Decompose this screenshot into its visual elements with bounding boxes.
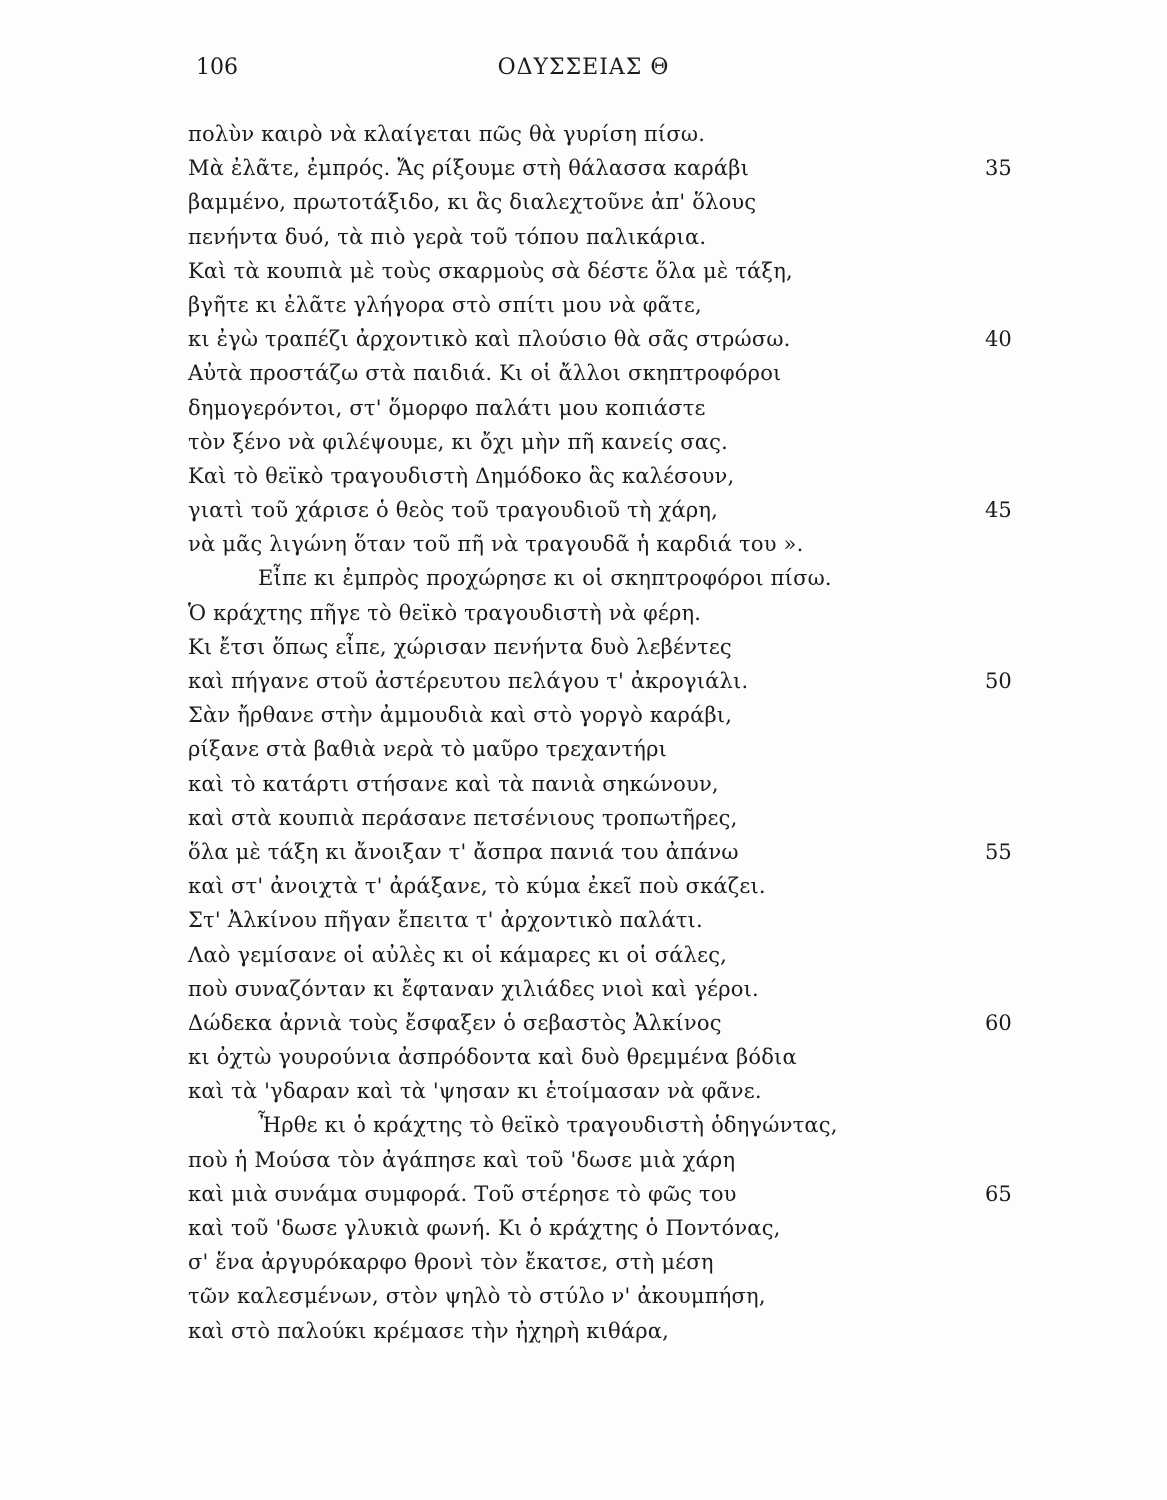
verse-line	[0, 356, 1167, 390]
verse-line	[0, 972, 1167, 1006]
line-number: 50	[985, 669, 1012, 693]
verse-text: βαμμένο, πρωτοτάξιδο, κι ἃς διαλεχτοῦνε ἀπ' ὅλους	[188, 190, 757, 215]
verse-text: Δώδεκα ἀρνιὰ τοὺς ἔσφαξεν ὁ σεβαστὸς Ἀλκίνος	[188, 1010, 722, 1035]
verse-text: καὶ τοῦ 'δωσε γλυκιὰ φωνή. Κι ὁ κράχτης ὁ Ποντόνας,	[188, 1216, 781, 1240]
verse-line	[0, 664, 1167, 698]
verse-text: καὶ μιὰ συνάμα συμφορά. Τοῦ στέρησε τὸ φῶς του	[188, 1181, 737, 1206]
page-number: 106	[196, 55, 238, 80]
verse-text: Λαὸ γεμίσανε οἱ αὐλὲς κι οἱ κάμαρες κι οἱ σάλες,	[188, 942, 728, 967]
running-title: ΟΔΥΣΣΕΙΑΣ Θ	[497, 55, 670, 80]
verse-text: τῶν καλεσμένων, στὸν ψηλὸ τὸ στύλο ν' ἀκουμπήση,	[188, 1284, 766, 1309]
verse-text: δημογερόντοι, στ' ὅμορφο παλάτι μου κοπιάστε	[188, 395, 706, 420]
verse-line	[0, 254, 1167, 288]
verse-text: κι ὀχτὼ γουρούνια ἀσπρόδοντα καὶ δυὸ θρεμμένα βόδια	[188, 1045, 797, 1070]
verse-text: Αὐτὰ προστάζω στὰ παιδιά. Κι οἱ ἄλλοι σκηπτροφόροι	[188, 361, 782, 386]
verse-line	[0, 801, 1167, 835]
page-header	[0, 55, 1167, 89]
verse-line	[0, 1211, 1167, 1245]
verse-text: καὶ στ' ἀνοιχτὰ τ' ἀράξανε, τὸ κύμα ἐκεῖ ποὺ σκάζει.	[188, 874, 766, 899]
verse-line	[0, 425, 1167, 459]
verse-line	[0, 1006, 1167, 1040]
verse-text: καὶ πήγανε στοῦ ἀστέρευτου πελάγου τ' ἀκρογιάλι.	[188, 669, 749, 693]
verse-text: ποὺ συναζόνταν κι ἔφταναν χιλιάδες νιοὶ καὶ γέροι.	[188, 976, 759, 1001]
verse-text: καὶ τὸ κατάρτι στήσανε καὶ τὰ πανιὰ σηκώνουν,	[188, 771, 719, 796]
verse-line	[0, 220, 1167, 254]
verse-text: καὶ τὰ 'γδαραν καὶ τὰ 'ψησαν κι ἑτοίμασαν νὰ φᾶνε.	[188, 1079, 762, 1104]
verse-text: γιατὶ τοῦ χάρισε ὁ θεὸς τοῦ τραγουδιοῦ τὴ χάρη,	[188, 498, 719, 523]
verse-line	[0, 391, 1167, 425]
verse-line	[0, 185, 1167, 219]
verse-text: κι ἐγὼ τραπέζι ἀρχοντικὸ καὶ πλούσιο θὰ σᾶς στρώσω.	[188, 327, 791, 352]
verse-line	[0, 459, 1167, 493]
verse-line	[0, 1177, 1167, 1211]
verse-text: Εἶπε κι ἐμπρὸς προχώρησε κι οἱ σκηπτροφόροι πίσω.	[258, 566, 832, 591]
verse-line	[0, 903, 1167, 937]
line-number: 45	[985, 498, 1012, 523]
verse-text: βγῆτε κι ἐλᾶτε γλήγορα στὸ σπίτι μου νὰ φᾶτε,	[188, 292, 702, 317]
verse-line	[0, 288, 1167, 322]
verse-text: καὶ στὰ κουπιὰ περάσανε πετσένιους τροπωτῆρες,	[188, 805, 738, 830]
verse-line	[0, 493, 1167, 527]
verse-line	[0, 869, 1167, 903]
verse-line	[0, 698, 1167, 732]
verse-text: νὰ μᾶς λιγώνη ὅταν τοῦ πῆ νὰ τραγουδᾶ ἡ καρδιά του ».	[188, 532, 804, 557]
verse-line	[0, 1074, 1167, 1108]
line-number: 40	[985, 327, 1012, 352]
line-number: 65	[985, 1181, 1012, 1206]
verse-line	[0, 732, 1167, 766]
line-number: 60	[985, 1010, 1012, 1035]
verse-line	[0, 630, 1167, 664]
verse-line	[0, 1040, 1167, 1074]
verse-text: καὶ στὸ παλούκι κρέμασε τὴν ἠχηρὴ κιθάρα,	[188, 1318, 670, 1343]
verse-line	[0, 938, 1167, 972]
verse-line	[0, 1279, 1167, 1313]
verse-text: πολὺν καιρὸ νὰ κλαίγεται πῶς θὰ γυρίση πίσω.	[188, 122, 706, 146]
verse-text: σ' ἕνα ἀργυρόκαρφο θρονὶ τὸν ἔκατσε, στὴ μέση	[188, 1250, 714, 1275]
verse-text: Κι ἔτσι ὅπως εἶπε, χώρισαν πενήντα δυὸ λεβέντες	[188, 634, 732, 659]
line-number: 35	[985, 156, 1012, 181]
poem-text	[0, 117, 1167, 1348]
verse-text: Ἦρθε κι ὁ κράχτης τὸ θεϊκὸ τραγουδιστὴ ὁδηγώντας,	[258, 1113, 838, 1138]
verse-line	[0, 1108, 1167, 1142]
verse-text: Ὁ κράχτης πῆγε τὸ θεϊκὸ τραγουδιστὴ νὰ φέρη.	[188, 600, 702, 625]
verse-text: πενήντα δυό, τὰ πιὸ γερὰ τοῦ τόπου παλικάρια.	[188, 224, 707, 249]
verse-line	[0, 561, 1167, 595]
verse-text: Καὶ τὸ θεϊκὸ τραγουδιστὴ Δημόδοκο ἃς καλέσουν,	[188, 463, 735, 488]
verse-text: Καὶ τὰ κουπιὰ μὲ τοὺς σκαρμοὺς σὰ δέστε ὅλα μὲ τάξη,	[188, 258, 793, 283]
verse-text: Μὰ ἐλᾶτε, ἐμπρός. Ἄς ρίξουμε στὴ θάλασσα καράβι	[188, 156, 750, 181]
verse-text: ὅλα μὲ τάξη κι ἄνοιξαν τ' ἄσπρα πανιά του ἀπάνω	[188, 839, 739, 864]
verse-line	[0, 767, 1167, 801]
verse-line	[0, 1143, 1167, 1177]
verse-line	[0, 117, 1167, 151]
verse-line	[0, 527, 1167, 561]
verse-line	[0, 1314, 1167, 1348]
verse-text: Σὰν ἤρθανε στὴν ἀμμουδιὰ καὶ στὸ γοργὸ καράβι,	[188, 703, 733, 728]
verse-line	[0, 1245, 1167, 1279]
verse-line	[0, 151, 1167, 185]
verse-text: ποὺ ἡ Μούσα τὸν ἀγάπησε καὶ τοῦ 'δωσε μιὰ χάρη	[188, 1147, 736, 1172]
verse-line	[0, 322, 1167, 356]
verse-text: τὸν ξένο νὰ φιλέψουμε, κι ὄχι μὴν πῆ κανείς σας.	[188, 429, 728, 454]
verse-line	[0, 835, 1167, 869]
verse-text: Στ' Ἀλκίνου πῆγαν ἔπειτα τ' ἀρχοντικὸ παλάτι.	[188, 908, 703, 933]
verse-text: ρίξανε στὰ βαθιὰ νερὰ τὸ μαῦρο τρεχαντήρι	[188, 737, 668, 762]
verse-line	[0, 596, 1167, 630]
line-number: 55	[985, 839, 1012, 864]
